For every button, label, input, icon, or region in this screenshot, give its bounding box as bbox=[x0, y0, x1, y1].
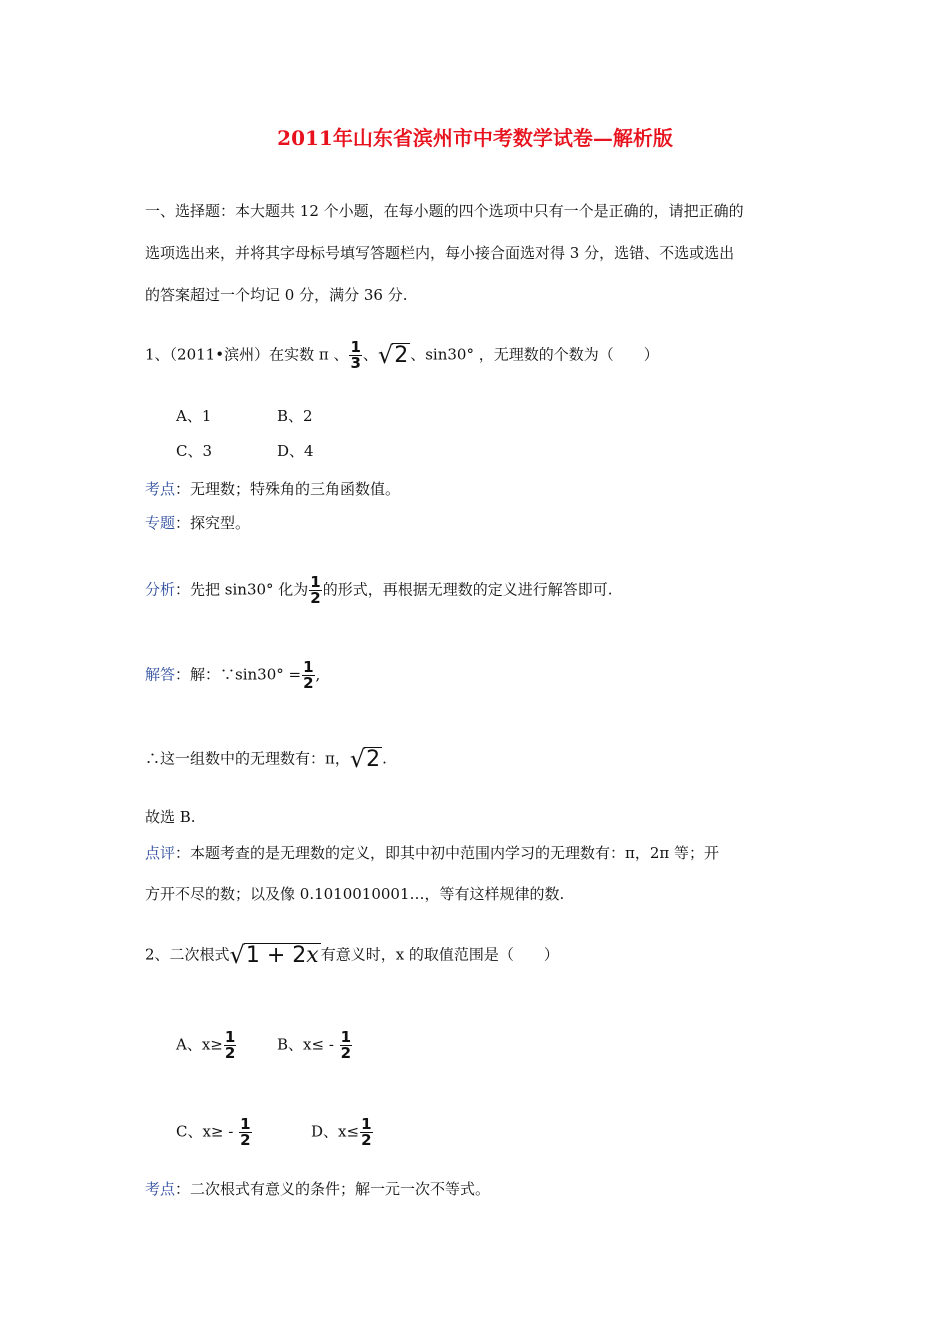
q1-option-d: D、4 bbox=[277, 442, 314, 460]
q1-zhuanti-label: 专题 bbox=[145, 514, 176, 532]
q2-radicand-pre: 1 + 2 bbox=[245, 943, 307, 968]
q1-conclusion-post: . bbox=[382, 749, 387, 768]
q2-option-a bbox=[176, 1030, 237, 1061]
q2-kaodian-text: ：二次根式有意义的条件；解一元一次不等式。 bbox=[175, 1180, 491, 1198]
q2-sqrt bbox=[230, 943, 321, 968]
q2-option-d-pre: D、x≤ bbox=[311, 1122, 360, 1141]
q1-answer: 故选 B. bbox=[145, 808, 196, 826]
q1-stem bbox=[145, 340, 659, 371]
q1-fenxi-fraction bbox=[309, 575, 321, 606]
q2-radicand-var: x bbox=[306, 943, 319, 968]
q1-jieda-fraction bbox=[302, 660, 314, 691]
q2-option-d-den: 2 bbox=[361, 1131, 372, 1149]
q1-fenxi-fraction-den: 2 bbox=[310, 589, 321, 607]
q2-option-d-num: 1 bbox=[361, 1115, 372, 1133]
q1-zhuanti bbox=[145, 513, 250, 533]
section-intro-line-1: 一、选择题：本大题共 12 个小题，在每小题的四个选项中只有一个是正确的，请把正确的 bbox=[145, 202, 744, 220]
section-intro-line-3: 的答案超过一个均记 0 分，满分 36 分. bbox=[145, 286, 408, 304]
q2-option-b-pre: B、x≤ - bbox=[277, 1035, 339, 1054]
q2-option-c bbox=[176, 1117, 253, 1148]
q1-dianping-text-1: ：本题考查的是无理数的定义，即其中初中范围内学习的无理数有：π，2π 等；开 bbox=[175, 844, 720, 862]
radical-sign-icon: √ bbox=[377, 341, 394, 369]
q1-kaodian-text: ：无理数；特殊角的三角函数值。 bbox=[175, 480, 401, 498]
q1-jieda-post: , bbox=[315, 665, 321, 684]
q2-option-a-fraction bbox=[224, 1030, 236, 1061]
q1-kaodian bbox=[145, 479, 400, 499]
q2-suffix: 有意义时，x 的取值范围是（ ） bbox=[320, 945, 559, 964]
q1-dianping bbox=[145, 843, 719, 863]
page-title: 2011年山东省滨州市中考数学试卷—解析版 bbox=[277, 126, 673, 150]
q2-prefix: 2、二次根式 bbox=[145, 945, 230, 964]
q1-conclusion-radicand: 2 bbox=[366, 747, 381, 772]
q1-sqrt-radicand: 2 bbox=[394, 343, 409, 368]
q1-fenxi-pre: ：先把 sin30° 化为 bbox=[175, 580, 309, 599]
q1-fenxi bbox=[145, 575, 613, 606]
q2-stem bbox=[145, 943, 559, 968]
q1-jieda-fraction-num: 1 bbox=[303, 658, 314, 676]
q1-fraction-den: 3 bbox=[350, 354, 361, 372]
q1-conclusion bbox=[145, 747, 387, 772]
q1-conclusion-sqrt bbox=[350, 747, 382, 772]
q2-option-a-num: 1 bbox=[224, 1028, 236, 1046]
radical-sign-icon: √ bbox=[349, 745, 366, 773]
radical-sign-icon: √ bbox=[229, 941, 245, 969]
q2-option-b-num: 1 bbox=[340, 1028, 352, 1046]
q1-option-b: B、2 bbox=[277, 407, 313, 425]
q2-option-d-fraction bbox=[360, 1117, 372, 1148]
q1-option-a: A、1 bbox=[176, 407, 212, 425]
q1-dianping-line-2: 方开不尽的数；以及像 0.1010010001…，等有这样规律的数. bbox=[145, 885, 565, 903]
q1-jieda bbox=[145, 660, 320, 691]
q2-option-b-den: 2 bbox=[340, 1044, 352, 1062]
q2-option-c-fraction bbox=[239, 1117, 251, 1148]
q1-jieda-pre: ：解：∵sin30° = bbox=[175, 665, 302, 684]
q1-option-c: C、3 bbox=[176, 442, 213, 460]
q1-fenxi-post: 的形式，再根据无理数的定义进行解答即可. bbox=[322, 580, 613, 599]
q2-option-c-den: 2 bbox=[240, 1131, 251, 1149]
q1-fenxi-fraction-num: 1 bbox=[310, 573, 321, 591]
q1-fraction bbox=[349, 340, 361, 371]
q2-option-d bbox=[311, 1117, 374, 1148]
q1-fenxi-label: 分析 bbox=[145, 580, 176, 599]
q2-option-a-den: 2 bbox=[224, 1044, 236, 1062]
q2-option-a-pre: A、x≥ bbox=[176, 1035, 223, 1054]
q1-suffix: 、sin30° ，无理数的个数为（ ） bbox=[410, 345, 659, 364]
q1-fraction-num: 1 bbox=[350, 338, 361, 356]
section-intro-line-2: 选项选出来，并将其字母标号填写答题栏内，每小接合面选对得 3 分，选错、不选或选出 bbox=[145, 244, 735, 262]
q1-jieda-fraction-den: 2 bbox=[303, 674, 314, 692]
q2-option-c-num: 1 bbox=[240, 1115, 251, 1133]
q1-sqrt bbox=[378, 343, 410, 368]
q2-option-c-pre: C、x≥ - bbox=[176, 1122, 239, 1141]
q1-zhuanti-text: ：探究型。 bbox=[175, 514, 251, 532]
q2-kaodian bbox=[145, 1179, 490, 1199]
q1-dianping-label: 点评 bbox=[145, 844, 176, 862]
q2-kaodian-label: 考点 bbox=[145, 1180, 176, 1198]
q2-sqrt-radicand bbox=[244, 943, 321, 968]
q2-option-b bbox=[277, 1030, 353, 1061]
q1-jieda-label: 解答 bbox=[145, 665, 176, 684]
q1-separator: 、 bbox=[362, 345, 378, 364]
q1-conclusion-pre: ∴这一组数中的无理数有：π， bbox=[145, 749, 350, 768]
q2-option-b-fraction bbox=[340, 1030, 352, 1061]
q1-kaodian-label: 考点 bbox=[145, 480, 176, 498]
q1-prefix: 1、（2011•滨州）在实数 π 、 bbox=[145, 345, 349, 364]
